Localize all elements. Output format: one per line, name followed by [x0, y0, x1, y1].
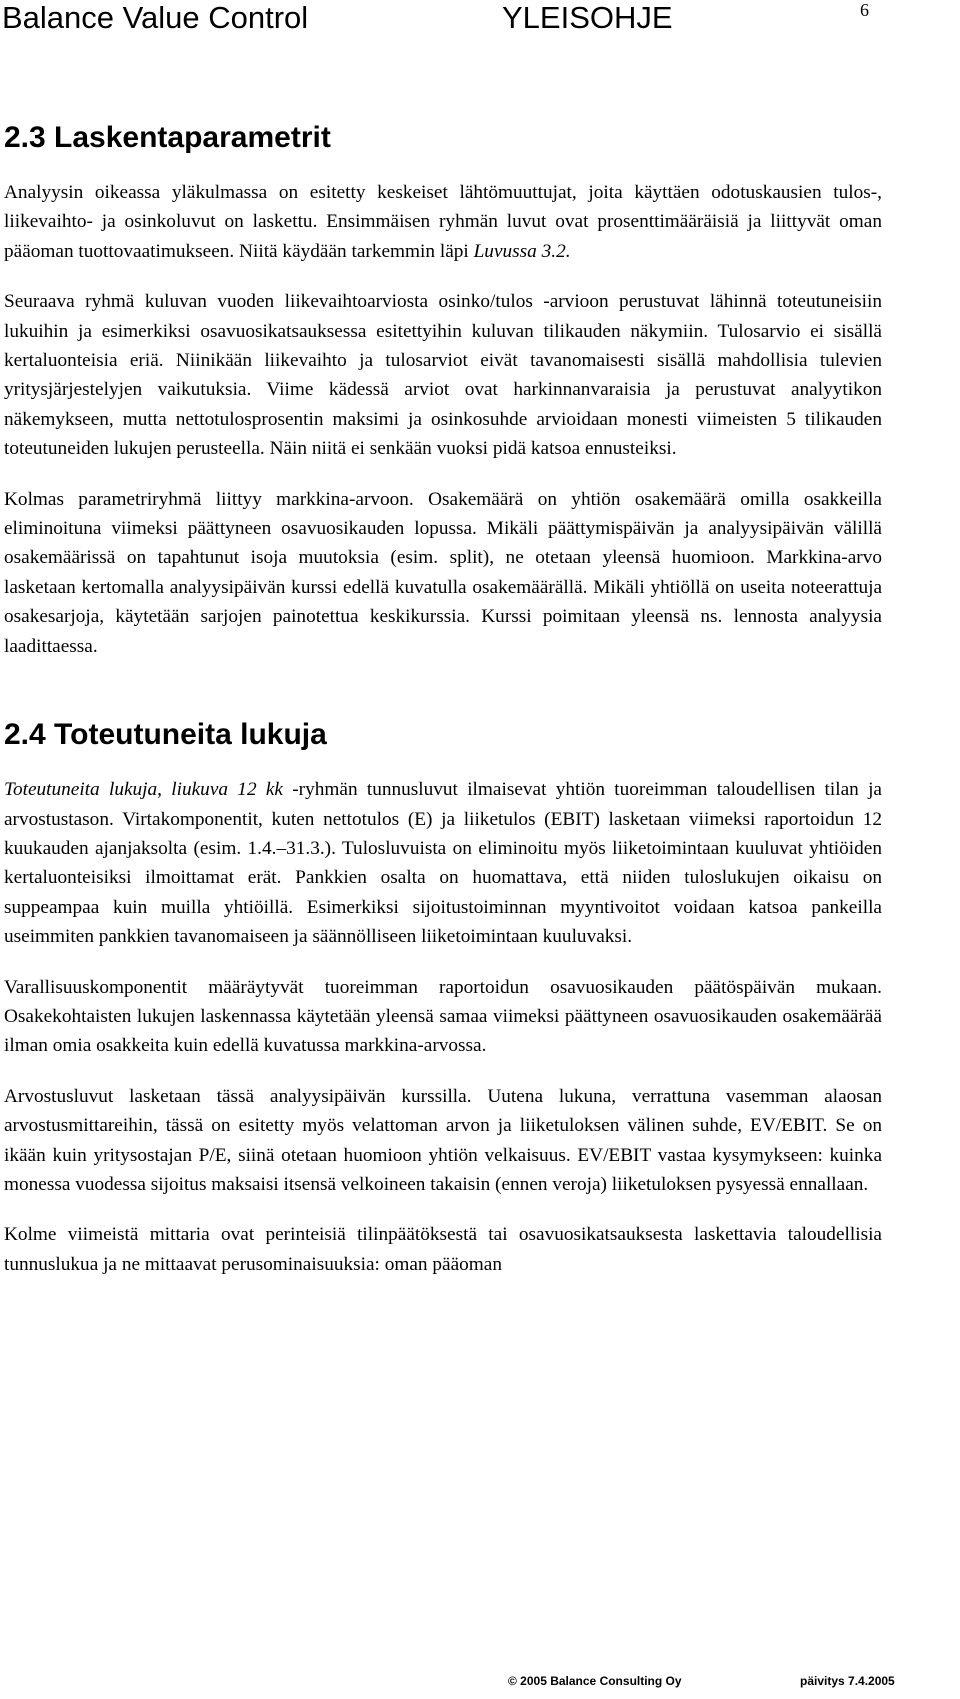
paragraph-2-3-2: Seuraava ryhmä kuluvan vuoden liikevaihtoarviosta osinko/tulos -arvioon perustuvat lähinnä toteutuneisiin lukuihin ja esimerkiksi osavuosikatsauksessa esitettyihin kuluvan tilikauden näkymiin. Tulosarvio ei sisällä kertaluonteisia eriä. Niinikään liikevaihto ja tulosarviot eivät tavanomaisesti sisällä mahdollisia tulevien yritysjärjestelyjen vaikutuksia. Viime kädessä arviot ovat harkinnanvaraisia ja perustuvat analyytikon näkemykseen, mutta nettotulosprosentin maksimi ja osinkosuhde arvioidaan monesti viimeisten 5 tilikauden toteutuneiden lukujen perusteella. Näin niitä ei senkään vuoksi pidä katsoa ennusteiksi. — [4, 291, 882, 460]
page-footer — [0, 1674, 960, 1696]
footer-copyright: © 2005 Balance Consulting Oy — [508, 1674, 682, 1688]
paragraph-text: -ryhmän tunnusluvut ilmaisevat yhtiön tuoreimman taloudellisen tilan ja arvostustason. Virtakomponentit, kuten nettotulos (E) ja liiketulos (EBIT) lasketaan viimeksi raportoidun 12 kuukauden ajanjaksolta (esim. 1.4.–31.3.). Tulosluvuista on eliminoitu myös liiketoimintaan kuuluvat yhtiöiden kertaluonteisiksi ilmoittamat erät. Pankkien osalta on huomattava, että niiden tuloslukujen oikaisu on suppeampaa kuin muilla yhtiöillä. Esimerkiksi sijoitustoiminnan myyntivoitot voidaan katsoa pankeilla useimmiten pankkien tavanomaiseen ja säännölliseen liiketoimintaan kuuluvaksi. — [4, 779, 882, 948]
footer-update-date: päivitys 7.4.2005 — [800, 1674, 895, 1688]
section-heading-2-3: 2.3 Laskentaparametrit — [4, 121, 331, 154]
paragraph-2-4-2: Varallisuuskomponentit määräytyvät tuoreimman raportoidun osavuosikauden päätöspäivän mukaan. Osakekohtaisten lukujen laskennassa käytetään yleensä samaa viimeksi päättyneen osavuosikauden osakemäärää ilman omia osakkeita kuin edellä kuvatussa markkina-arvossa. — [4, 976, 882, 1057]
paragraph-2-3-3: Kolmas parametriryhmä liittyy markkina-arvoon. Osakemäärä on yhtiön osakemäärä omilla osakkeilla eliminoituna viimeksi päättyneen osavuosikauden lopussa. Mikäli päättymispäivän ja analyysipäivän välillä osakemäärissä on tapahtunut isoja muutoksia (esim. split), ne otetaan yleensä huomioon. Markkina-arvo lasketaan kertomalla analyysipäivän kurssi edellä kuvatulla osakemäärällä. Mikäli yhtiöllä on useita noteerattuja osakesarjoja, käytetään sarjojen painotettua keskikurssia. Kurssi poimitaan yleensä ns. lennosta analyysia laadittaessa. — [4, 488, 882, 657]
paragraph-2-4-3: Arvostusluvut lasketaan tässä analyysipäivän kurssilla. Uutena lukuna, verrattuna vasemman alaosan arvostusmittareihin, tässä on esitetty myös velattoman arvon ja liiketuloksen välinen suhde, EV/EBIT. Se on ikään kuin yritysostajan P/E, siinä otetaan huomioon yhtiön velkaisuus. EV/EBIT vastaa kysymykseen: kuinka monessa vuodessa sijoitus maksaisi itsensä velkoineen takaisin (ennen veroja) liiketuloksen pysyessä ennallaan. — [4, 1085, 882, 1195]
paragraph-2-3-1 — [4, 178, 882, 266]
paragraph-2-4-4: Kolme viimeistä mittaria ovat perinteisiä tilinpäätöksestä tai osavuosikatsauksesta laskettavia taloudellisia tunnuslukua ja ne mittaavat perusominaisuuksia: oman pääoman — [4, 1224, 882, 1275]
paragraph-text: Analyysin oikeassa yläkulmassa on esitetty keskeiset lähtömuuttujat, joita käyttäen odotuskausien tulos-, liikevaihto- ja osinkoluvut on laskettu. Ensimmäisen ryhmän luvut ovat prosenttimääräisiä ja liittyvät oman pääoman tuottovaatimukseen. Niitä käydään tarkemmin läpi — [4, 182, 882, 262]
section-heading-2-4: 2.4 Toteutuneita lukuja — [4, 718, 327, 752]
header-brand: Balance Value Control — [2, 0, 309, 35]
header-document-type: YLEISOHJE — [502, 0, 673, 35]
chapter-reference: Luvussa 3.2. — [473, 240, 571, 262]
page-header — [0, 0, 960, 50]
page-content — [4, 118, 882, 1300]
paragraph-2-4-1 — [4, 775, 882, 951]
group-name: Toteutuneita lukuja, liukuva 12 kk — [4, 779, 283, 801]
page-number: 6 — [860, 0, 869, 20]
